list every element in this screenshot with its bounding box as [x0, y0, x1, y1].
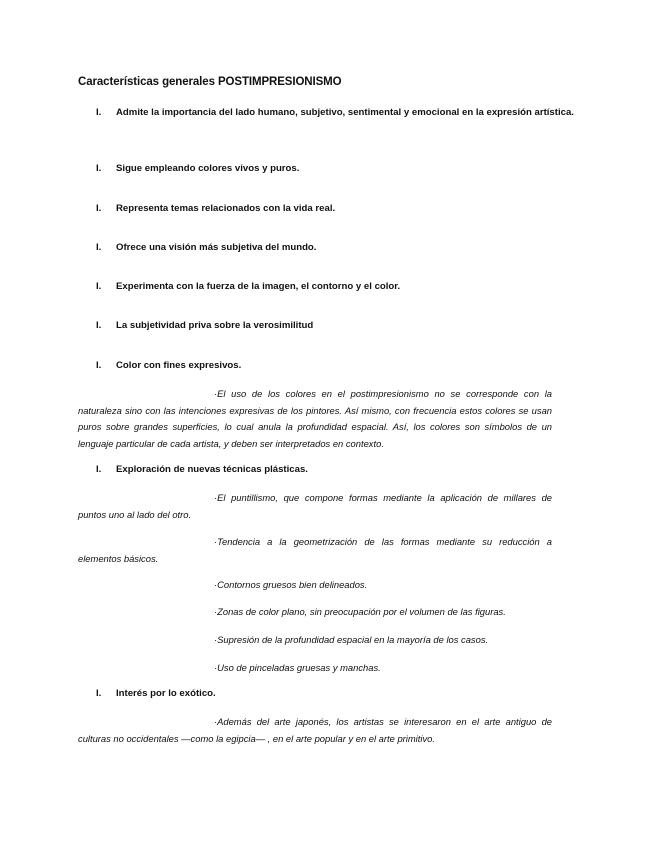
list-text: Color con fines expresivos. — [116, 360, 242, 371]
list-item — [96, 279, 576, 295]
list-text: Exploración de nuevas técnicas plásticas. — [116, 464, 308, 475]
list-text: Ofrece una visión más subjetiva del mundo. — [116, 242, 317, 253]
color-paragraph-text: ·El uso de los colores en el postimpresionismo no se corresponde con la naturaleza sino con las intenciones expresivas de los pintores. Así mismo, con frecuencia estos colores se usan puros sobre grandes superficies, lo cual anula la profundidad espacial. Así, los colores son símbolos de un lenguaje particular de cada artista, y deben ser interpretados en contexto. — [78, 388, 552, 449]
list-number: I. — [96, 107, 102, 118]
document-title: Características generales POSTIMPRESIONISMO — [78, 76, 342, 88]
technique-text: ·Contornos gruesos bien delineados. — [214, 579, 368, 590]
list-item — [96, 462, 576, 478]
list-number: I. — [96, 163, 102, 174]
technique-text: ·Tendencia a la geometrización de las formas mediante su reducción a elementos básicos. — [78, 536, 552, 564]
list-item — [96, 686, 576, 702]
technique-text: ·Zonas de color plano, sin preocupación por el volumen de las figuras. — [214, 606, 506, 617]
list-item — [96, 201, 576, 217]
list-item — [96, 105, 576, 121]
list-number: I. — [96, 464, 102, 475]
technique-text: ·El puntillismo, que compone formas mediante la aplicación de millares de puntos uno al lado del otro. — [78, 492, 552, 520]
list-number: I. — [96, 242, 102, 253]
list-text: Experimenta con la fuerza de la imagen, el contorno y el color. — [116, 281, 401, 292]
technique-paragraph — [78, 490, 552, 523]
list-item — [96, 161, 576, 177]
list-text: Representa temas relacionados con la vida real. — [116, 203, 336, 214]
color-paragraph — [78, 386, 552, 452]
list-item — [96, 358, 576, 374]
technique-text: ·Uso de pinceladas gruesas y manchas. — [214, 662, 381, 673]
list-text: Admite la importancia del lado humano, subjetivo, sentimental y emocional en la expresión artística. — [116, 107, 574, 118]
exotic-paragraph-text: ·Además del arte japonés, los artistas se interesaron en el arte antiguo de culturas no occidentales —como la egipcia— , en el arte popular y en el arte primitivo. — [78, 716, 552, 744]
list-number: I. — [96, 281, 102, 292]
list-item — [96, 318, 576, 334]
list-number: I. — [96, 320, 102, 331]
list-text: Sigue empleando colores vivos y puros. — [116, 163, 300, 174]
list-item — [96, 240, 576, 256]
list-number: I. — [96, 203, 102, 214]
technique-text: ·Supresión de la profundidad espacial en la mayoría de los casos. — [214, 634, 489, 645]
exotic-paragraph — [78, 714, 552, 747]
technique-paragraph — [78, 534, 552, 567]
list-number: I. — [96, 360, 102, 371]
list-text: La subjetividad priva sobre la verosimilitud — [116, 320, 314, 331]
list-number: I. — [96, 688, 102, 699]
list-text: Interés por lo exótico. — [116, 688, 216, 699]
